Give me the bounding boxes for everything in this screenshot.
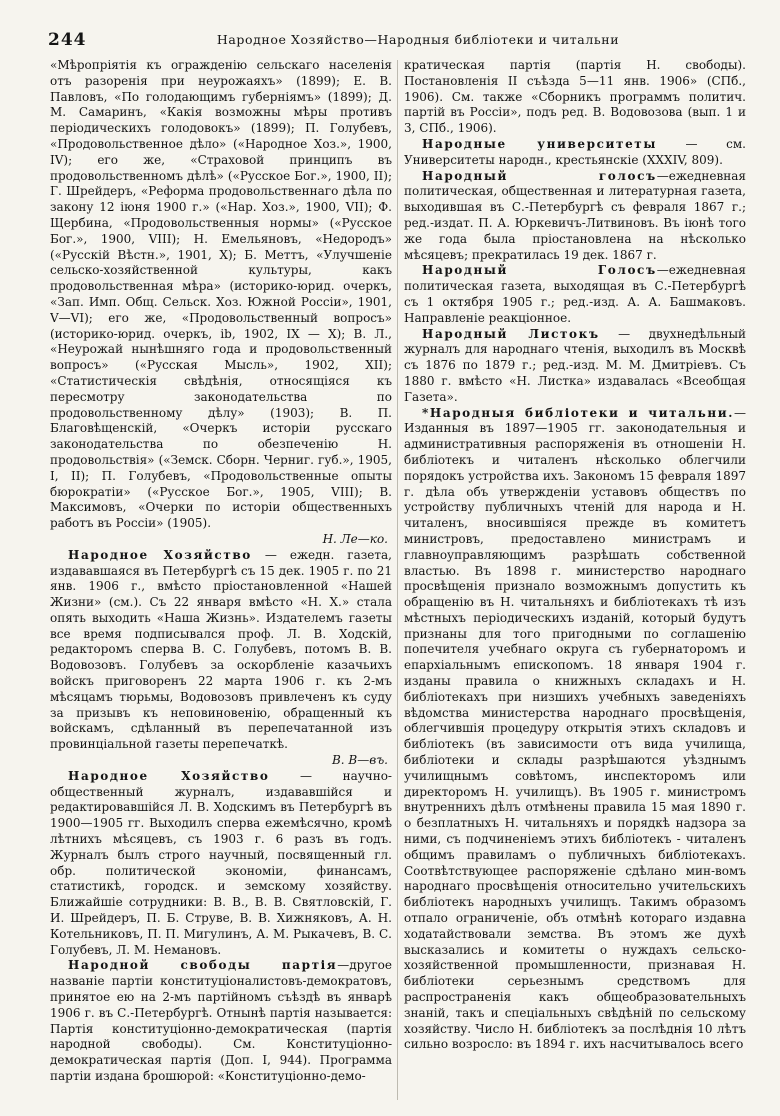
entry-body: —другое названіе партіи конституціоналистовъ-демократовъ, принятое ею на 2-мъ партійномъ съѣздѣ въ январѣ 1906 г. въ С.-Петербургѣ. Отнынѣ партія называется: Партія конституціонно-демократическая (партія народной свободы). См. Конституціонно-демократическая партія (Доп. I, 944). Программа партіи издана брошюрой: «Конституціонно-демо- [50, 958, 392, 1083]
entry-narodnyi-listok [404, 327, 746, 406]
entry-headword: Народное Хозяйство [68, 547, 252, 562]
entry-body: —ежедневная политическая газета, выходящая въ С.-Петербургѣ съ 1 октября 1905 г.; ред.-изд. А. А. Башмаковъ. Направленіе реакціонное. [404, 263, 746, 325]
entry-narodnoe-khozyaistvo-gazeta [50, 548, 392, 769]
page-number: 244 [48, 30, 87, 50]
page-header [48, 30, 748, 52]
entry-body: — научно-общественный журналъ, издававшійся и редактировавшійся Л. В. Ходскимъ въ Петербургѣ въ 1900—1905 гг. Выходилъ сперва ежемѣсячно, кромѣ лѣтнихъ мѣсяцевъ, съ 1903 г. 6 разъ въ годъ. Журналъ былъ строго научный, посвященный гл. обр. политической экономіи, финансамъ, статистикѣ, городск. и земскому хозяйству. Ближайшіе сотрудники: В. В., В. В. Святловскій, Г. И. Шрейдеръ, П. Б. Струве, В. В. Хижняковъ, А. Н. Котельниковъ, П. П. Мигулинъ, А. М. Рыкачевъ, В. С. Голубевъ, Л. М. Немановъ. [50, 768, 392, 957]
column-divider [397, 60, 398, 1100]
left-column [50, 58, 392, 1103]
entry-narodnoi-svobody-partiya [50, 958, 392, 1084]
entry-body: — см. Университеты народн., крестьянскіе (XXXIV, 809). [404, 136, 746, 167]
entry-narodnyi-golos-1867 [404, 169, 746, 264]
entry-narodnye-universitety [404, 137, 746, 169]
entry-continuation [404, 58, 746, 137]
entry-body: «Мѣропріятія къ огражденію сельскаго населенія отъ разоренія при неурожаяхъ» (1899); Е. В. Павловъ, «По голодающимъ губерніямъ» (1899); Д. М. Самаринъ, «Какія возможны мѣры противъ періодическихъ голодовокъ» (1899); П. Голубевъ, «Продовольственное дѣло» («Народное Хоз.», 1900, IV); его же, «Страховой принципъ въ продовольственномъ дѣлѣ» («Русское Бог.», 1900, II); Г. Шрейдеръ, «Реформа продовольственнаго дѣла по закону 12 іюня 1900 г.» («Нар. Хоз.», 1900, VII); Ф. Щербина, «Продовольственныя нормы» («Русское Бог.», 1900, VIII); Н. Емельяновъ, «Недородъ» («Русскій Вѣстн.», 1901, X); Б. Меттъ, «Улучшеніе сельско-хозяйственной культуры, какъ продовольственная мѣра» (историко-юрид. очеркъ, «Зап. Имп. Общ. Сельск. Хоз. Южной Россіи», 1901, V—VI); его же, «Продовольственный вопросъ» (историко-юрид. очеркъ, ib, 1902, IX — X); В. Л., «Неурожай нынѣшняго года и продовольственный вопросъ» («Русская Мысль», 1902, XII); «Статистическія свѣдѣнія, относящіяся къ пересмотру законодательства по продовольственному дѣлу» (1903); В. П. Благовѣщенскій, «Очеркъ исторіи русскаго законодательства по обезпеченію Н. продовольствія» («Земск. Сборн. Черниг. губ.», 1905, I, II); П. Голубевъ, «Продовольственные опыты бюрократіи» («Русское Бог.», 1905, VIII); В. Максимовъ, «Очерки по исторіи общественныхъ работъ въ Россіи» (1905). [50, 58, 392, 531]
entry-headword: Народный Голосъ [422, 263, 657, 278]
right-column [404, 58, 746, 1103]
entry-body: — двухнедѣльный журналъ для народнаго чтенія, выходилъ въ Москвѣ съ 1876 по 1879 г.; ред.-изд. М. М. Дмитріевъ. Съ 1880 г. вмѣсто «Н. Листка» издавалась «Всеобщая Газета». [404, 326, 746, 404]
entry-headword: Народный голосъ [422, 168, 657, 183]
entry-headword: *Народныя библіотеки и читальни. [422, 405, 734, 420]
entry-body: —Изданныя въ 1897—1905 гг. законодательныя и административныя распоряженія въ отношеніи Н. библіотекъ и читаленъ нѣсколько облегчили порядокъ устройства ихъ. Закономъ 15 февраля 1897 г. дѣла объ утвержденіи уставовъ обществъ по устройству публичныхъ чтеній для народа и Н. читаленъ, вносившіяся прежде въ комитетъ министровъ, предоставлено министрамъ и главноуправляющимъ разрѣшать собственной властью. Въ 1898 г. министерство народнаго просвѣщенія признало возможнымъ допустить къ обращенію въ Н. читальняхъ и библіотекахъ тѣ изъ мѣстныхъ періодическихъ изданій, который будутъ признаны для того пригодными по соглашенію попечителя учебнаго округа съ губернаторомъ и епархіальнымъ епископомъ. 18 января 1904 г. изданы правила о книжныхъ складахъ и Н. библіотекахъ при низшихъ учебныхъ заведеніяхъ вѣдомства министерства народнаго просвѣщенія, облегчившія процедуру открытія этихъ складовъ и библіотекъ (въ зависимости отъ вида училища, библіотеки и склады разрѣшаются уѣзднымъ училищнымъ совѣтомъ, инспекторомъ или директоромъ Н. училищъ). Въ 1905 г. министромъ внутреннихъ дѣлъ отмѣнены правила 15 мая 1890 г. о безплатныхъ Н. читальняхъ и порядкѣ надзора за ними, съ подчиненіемъ этихъ библіотекъ - читаленъ общимъ правиламъ о публичныхъ библіотекахъ. Соотвѣтствующее распоряженіе сдѣлано мин-вомъ народнаго просвѣщенія относительно учительскихъ библіотекъ народныхъ училищъ. Такимъ образомъ отпало ограниченіе, объ отмѣнѣ котораго издавна ходатайствовали земства. Въ этомъ же духѣ высказались и комитеты о нуждахъ сельско-хозяйственной промышленности, признавая Н. библіотеки серьезнымъ средствомъ для распространенія какъ общеобразовательныхъ знаній, такъ и спеціальныхъ свѣдѣній по сельскому хозяйству. Число Н. библіотекъ за послѣднія 10 лѣтъ сильно возросло: въ 1894 г. ихъ насчитывалось всего [404, 405, 746, 1052]
entry-headword: Народный Листокъ [422, 326, 600, 341]
entry-headword: Народное Хозяйство [68, 768, 270, 783]
entry-narodnoe-khozyaistvo-zhurnal [50, 769, 392, 959]
author-signature: В. В—въ. [331, 753, 388, 768]
author-signature: Н. Ле—ко. [322, 531, 388, 546]
entry-narodnye-biblioteki [404, 406, 746, 1054]
entry-headword: Народной свободы партія [68, 958, 338, 973]
entry-narodnyi-golos-1905 [404, 263, 746, 326]
entry-body: —ежедневная политическая, общественная и литературная газета, выходившая въ С.-Петербургѣ съ февраля 1867 г.; ред.-издат. П. А. Юркевичъ-Литвиновъ. Въ іюнѣ того же года была пріостановлена на нѣсколько мѣсяцевъ; прекратилась 19 дек. 1867 г. [404, 168, 746, 262]
entry-headword: Народные университеты [422, 136, 657, 151]
entry-continuation [50, 58, 392, 548]
entry-body: — ежедн. газета, издававшаяся въ Петербургѣ съ 15 дек. 1905 г. по 21 янв. 1906 г., вмѣсто пріостановленной «Нашей Жизни» (см.). Съ 22 января вмѣсто «Н. Х.» стала опять выходить «Наша Жизнь». Издателемъ газеты все время подписывался проф. Л. В. Ходскій, редакторомъ сперва В. С. Голубевъ, потомъ В. В. Водовозовъ. Голубевъ за оскорбленіе казачьихъ войскъ приговоренъ 22 марта 1906 г. къ 2-мъ мѣсяцамъ тюрьмы, Водовозовъ привлеченъ къ суду за призывъ къ неповиновенію, обращенный къ войскамъ, сдѣланный въ перепечатанной изъ провинціальной газеты перепечаткѣ. [50, 547, 392, 752]
entry-body: кратическая партія (партія Н. свободы). Постановленія II съѣзда 5—11 янв. 1906» (СПб., 1906). См. также «Сборникъ программъ политич. партій въ Россіи», подъ ред. В. Водовозова (вып. 1 и 3, СПб., 1906). [404, 58, 746, 136]
running-head: Народное Хозяйство—Народныя библіотеки и читальни [216, 32, 620, 47]
